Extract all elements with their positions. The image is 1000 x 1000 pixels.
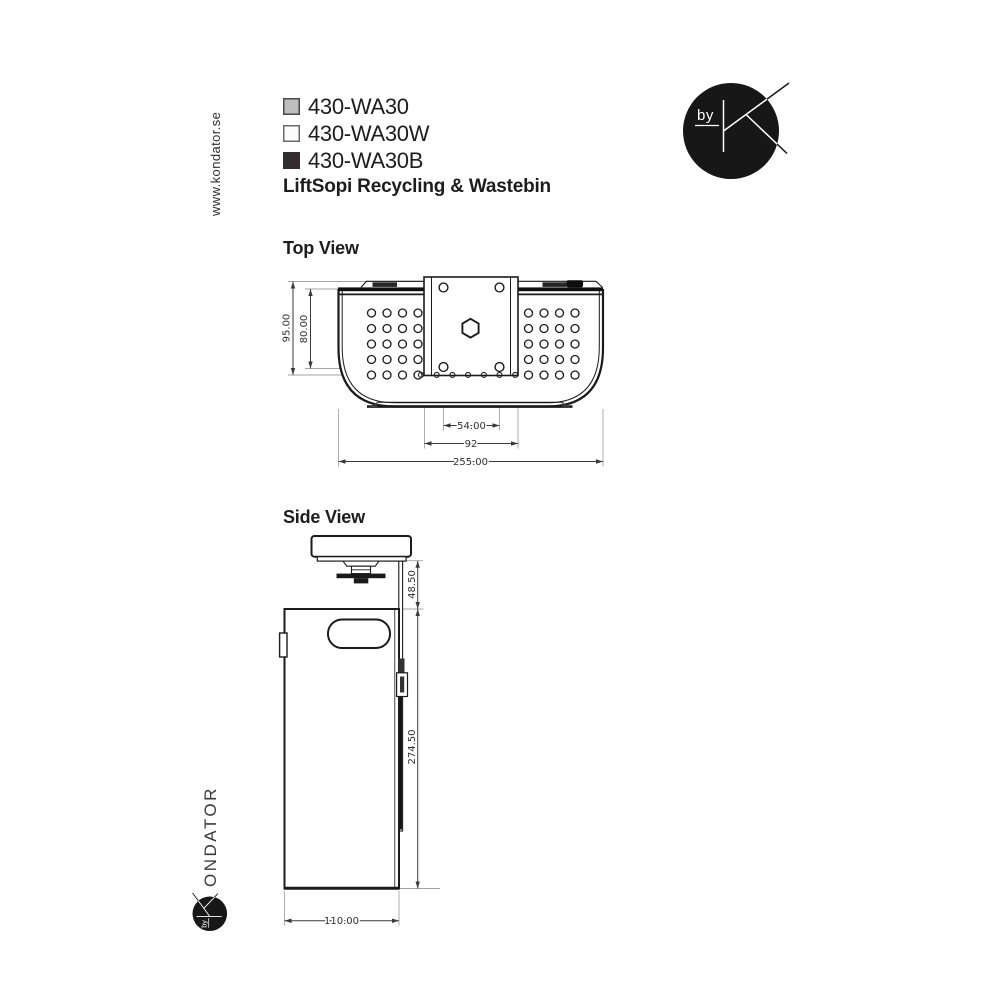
dim-274-5 bbox=[407, 609, 420, 889]
top-view-heading: Top View bbox=[283, 238, 359, 258]
website-url-text: www.kondator.se bbox=[207, 111, 223, 216]
side-view-drawing bbox=[265, 530, 440, 940]
dim-54 bbox=[444, 421, 500, 432]
bin-body-side bbox=[280, 609, 408, 889]
side-view-heading: Side View bbox=[283, 507, 365, 527]
byk-logo-small bbox=[190, 890, 231, 935]
handle-slot bbox=[328, 620, 390, 649]
website-url-vertical bbox=[202, 84, 228, 216]
dim-92 bbox=[425, 439, 519, 450]
variant-code: 430-WA30W bbox=[308, 120, 430, 146]
side-tab bbox=[280, 633, 287, 657]
color-swatch-black bbox=[283, 152, 300, 169]
dim-110 bbox=[285, 916, 400, 927]
bracket-left bbox=[373, 282, 398, 287]
bracket-cap bbox=[312, 536, 412, 583]
by-label-small: by bbox=[199, 920, 209, 928]
dim-label-274-5: 274.50 bbox=[406, 729, 418, 765]
product-code-block bbox=[283, 95, 551, 198]
bracket-right bbox=[543, 282, 567, 287]
bracket-clip bbox=[567, 280, 584, 287]
clamp-nut bbox=[354, 578, 369, 583]
color-swatch-white bbox=[283, 125, 300, 142]
variant-row bbox=[283, 95, 551, 118]
dim-80 bbox=[299, 289, 313, 369]
logo-circle bbox=[683, 83, 779, 179]
variant-code: 430-WA30B bbox=[308, 147, 424, 173]
brand-name-text: ONDATOR bbox=[201, 786, 220, 887]
dim-label-80: 80.00 bbox=[299, 314, 310, 344]
top-view-drawing bbox=[270, 265, 620, 475]
dim-label-48-5: 48.50 bbox=[407, 570, 419, 599]
dim-255 bbox=[339, 457, 604, 468]
dim-label-54: 54.00 bbox=[457, 420, 486, 432]
variant-row bbox=[283, 149, 551, 172]
mounting-plate bbox=[419, 277, 519, 377]
dim-label-92: 92 bbox=[464, 438, 478, 450]
variant-code: 430-WA30 bbox=[308, 93, 409, 119]
dim-label-110: 110.00 bbox=[324, 916, 359, 927]
dim-48-5 bbox=[407, 561, 420, 609]
dim-label-95: 95.00 bbox=[281, 313, 293, 343]
product-title: LiftSopi Recycling & Wastebin bbox=[283, 176, 551, 197]
by-label: by bbox=[697, 107, 714, 124]
variant-row bbox=[283, 122, 551, 145]
byk-logo bbox=[672, 76, 797, 191]
dim-label-255: 255.00 bbox=[453, 456, 488, 468]
dim-95 bbox=[282, 282, 296, 376]
clamp-flange bbox=[337, 574, 386, 579]
kondator-brand-vertical bbox=[190, 783, 232, 935]
color-swatch-grey bbox=[283, 98, 300, 115]
